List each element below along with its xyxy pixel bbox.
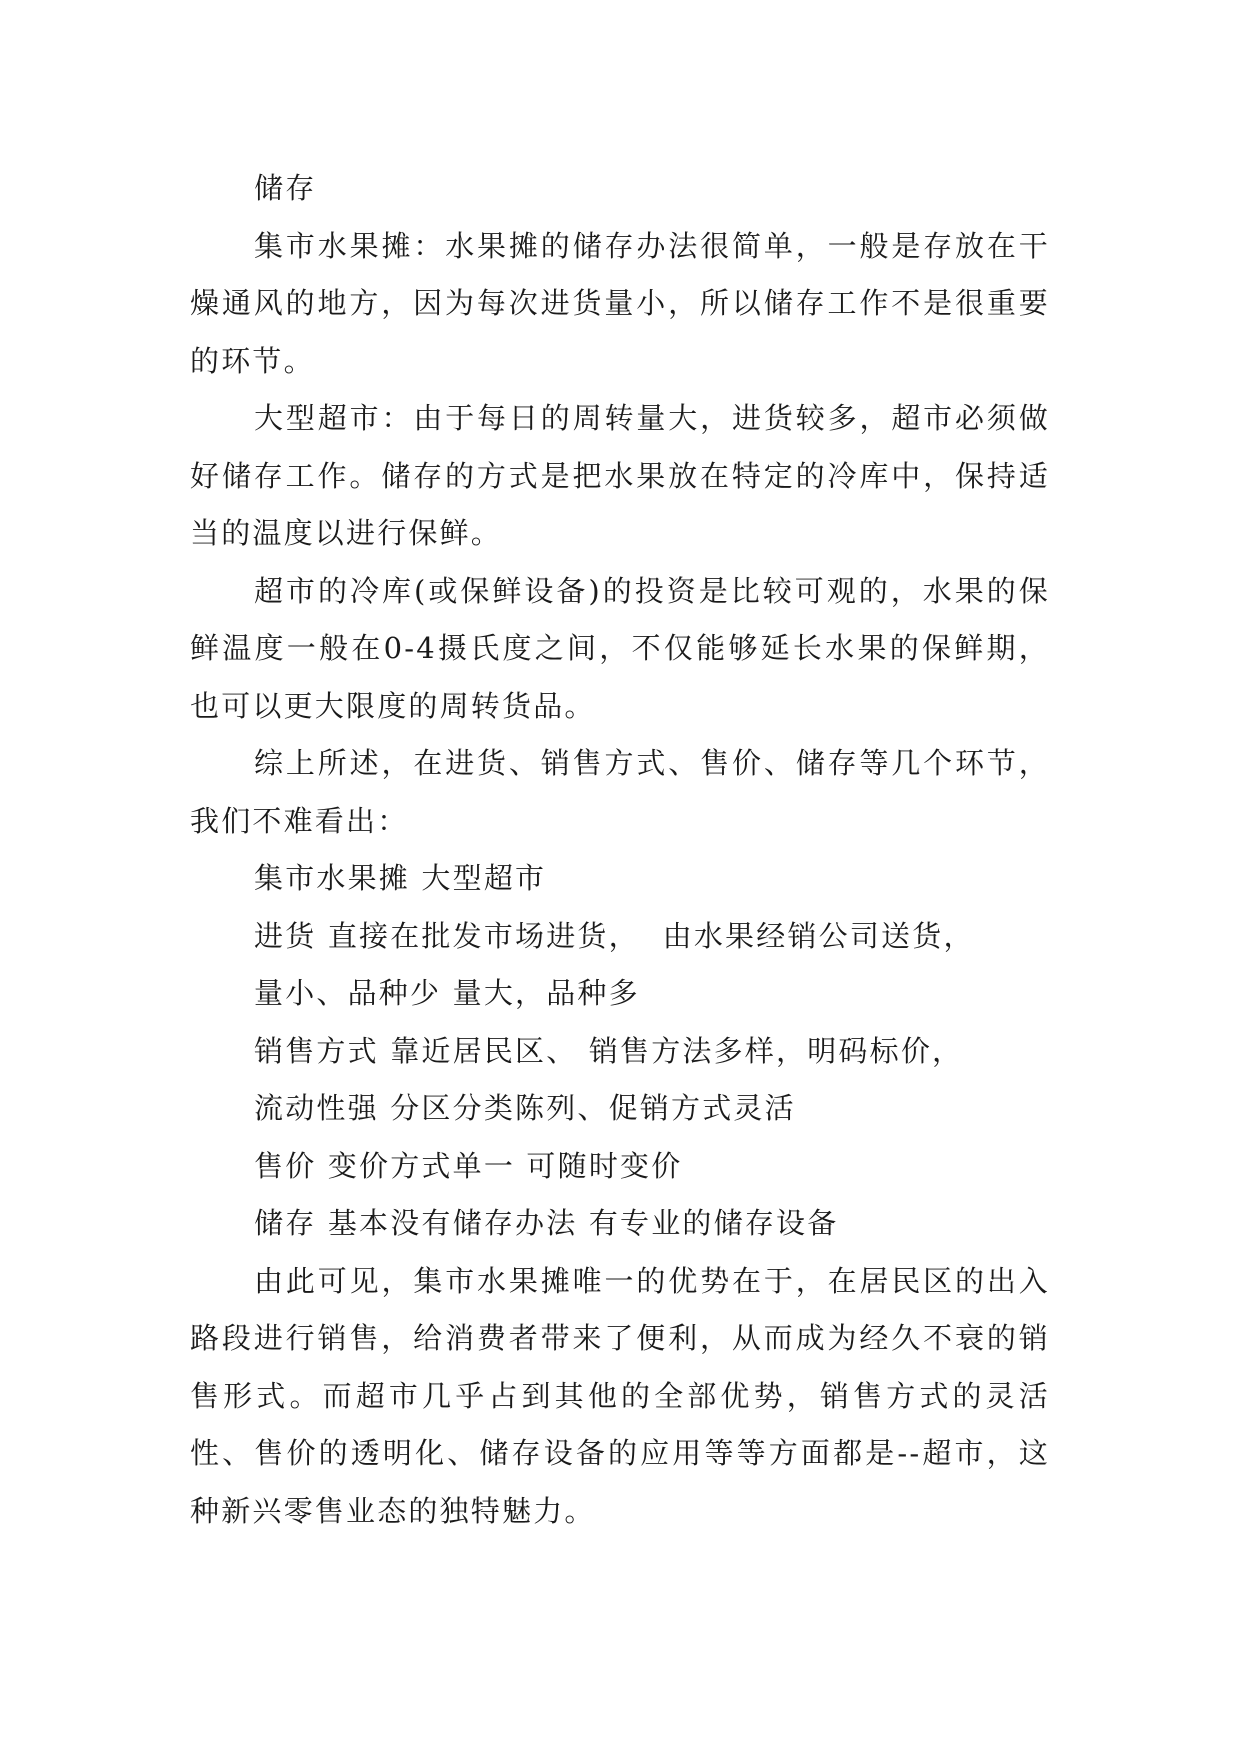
paragraph-market-stall-storage: 集市水果摊：水果摊的储存办法很简单，一般是存放在干燥通风的地方，因为每次进货量小，所以储存工作不是很重要的环节。 [190, 228, 1050, 378]
comparison-row-storage: 储存 基本没有储存办法 有专业的储存设备 [254, 1206, 839, 1240]
comparison-row-header: 集市水果摊 大型超市 [254, 861, 547, 895]
comparison-row-sales-method-cont: 流动性强 分区分类陈列、促销方式灵活 [254, 1091, 796, 1125]
comparison-row-purchasing: 进货 直接在批发市场进货， 由水果经销公司送货， [254, 918, 975, 953]
paragraph-conclusion: 由此可见，集市水果摊唯一的优势在于，在居民区的出入路段进行销售，给消费者带来了便利，从而成为经久不衰的销售形式。而超市几乎占到其他的全部优势，销售方式的灵活性、售价的透明化、储存设备的应用等等方面都是--超市，这种新兴零售业态的独特魅力。 [190, 1263, 1050, 1528]
paragraph-summary-intro: 综上所述，在进货、销售方式、售价、储存等几个环节，我们不难看出： [190, 746, 1050, 838]
paragraph-cold-storage: 超市的冷库(或保鲜设备)的投资是比较可观的，水果的保鲜温度一般在0-4摄氏度之间，不仅能够延长水果的保鲜期，也可以更大限度的周转货品。 [190, 573, 1050, 723]
section-heading: 储存 [254, 171, 317, 205]
comparison-row-price: 售价 变价方式单一 可随时变价 [254, 1148, 683, 1183]
document-body [190, 160, 1050, 1540]
comparison-row-sales-method: 销售方式 靠近居民区、 销售方法多样，明码标价， [254, 1033, 964, 1068]
paragraph-supermarket-storage: 大型超市：由于每日的周转量大，进货较多，超市必须做好储存工作。储存的方式是把水果放在特定的冷库中，保持适当的温度以进行保鲜。 [190, 401, 1050, 550]
comparison-row-purchasing-cont: 量小、品种少 量大，品种多 [254, 976, 640, 1010]
